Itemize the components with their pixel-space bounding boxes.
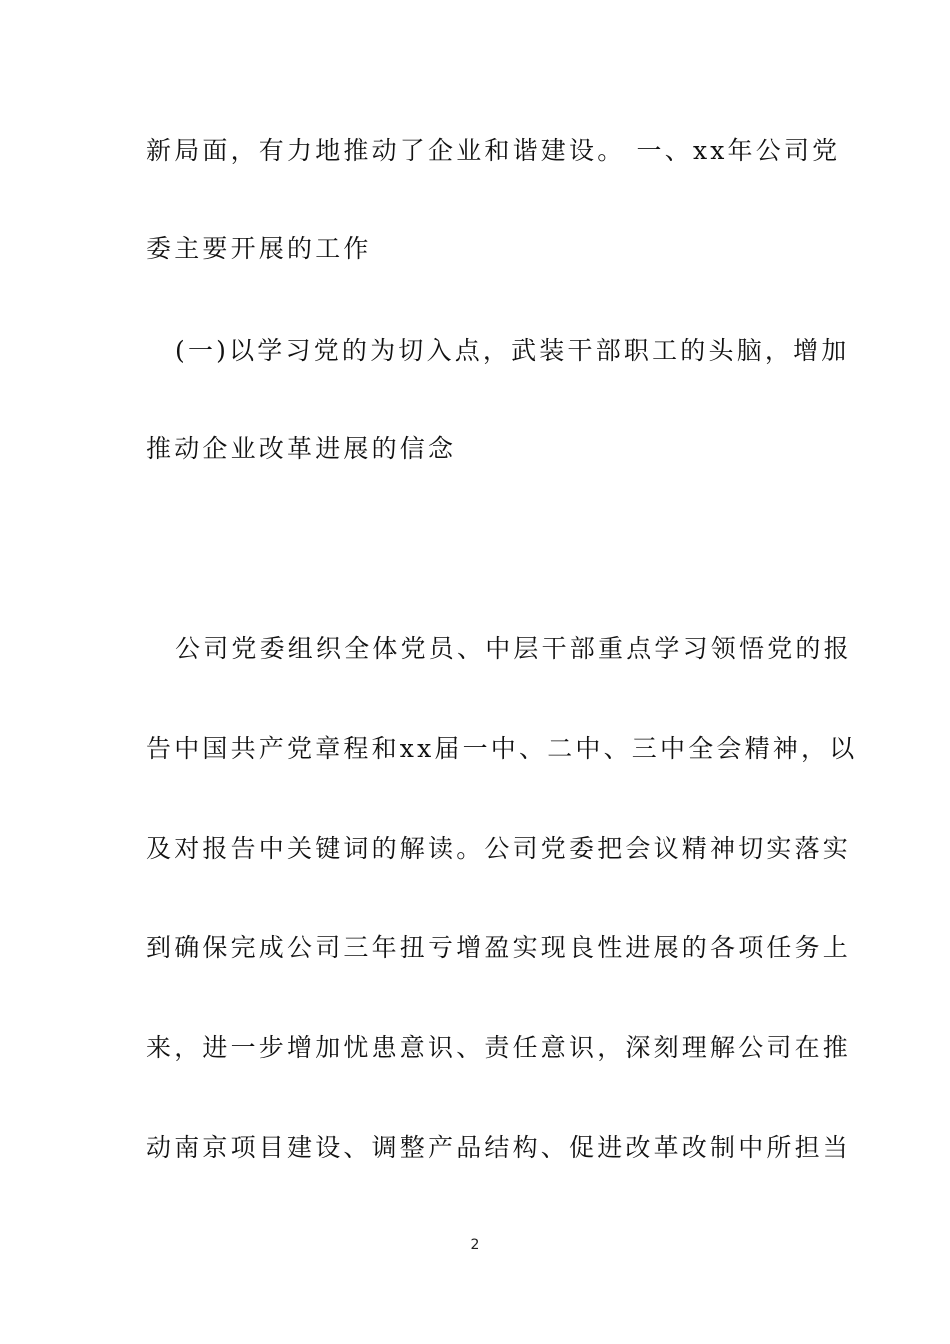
text-line-9: 来，进一步增加忧患意识、责任意识，深刻理解公司在推	[146, 1033, 852, 1062]
text-line-3: (一)以学习党的为切入点，武装干部职工的头脑，增加	[175, 336, 850, 365]
text-line-5: 公司党委组织全体党员、中层干部重点学习领悟党的报	[175, 634, 852, 663]
text-line-10: 动南京项目建设、调整产品结构、促进改革改制中所担当	[146, 1133, 852, 1162]
text-line-7: 及对报告中关键词的解读。公司党委把会议精神切实落实	[146, 834, 852, 863]
text-line-1: 新局面，有力地推动了企业和谐建设。 一、xx年公司党	[146, 136, 841, 165]
text-line-2: 委主要开展的工作	[146, 234, 372, 263]
page-number: 2	[470, 1237, 480, 1253]
text-line-8: 到确保完成公司三年扭亏增盈实现良性进展的各项任务上	[146, 933, 852, 962]
text-line-6: 告中国共产党章程和xx届一中、二中、三中全会精神，以	[146, 734, 858, 763]
text-line-4: 推动企业改革进展的信念	[146, 434, 457, 463]
